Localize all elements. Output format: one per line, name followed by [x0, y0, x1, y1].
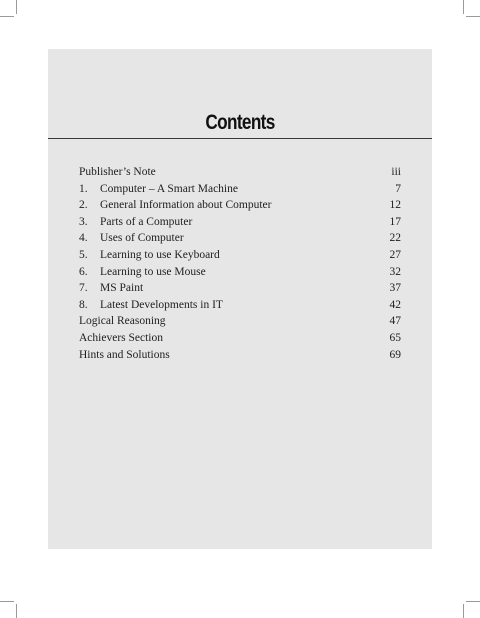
toc-entry-title: Publisher’s Note [79, 166, 156, 178]
toc-entry-label-wrap [79, 232, 184, 244]
toc-entry-chapter-8[interactable] [79, 299, 401, 316]
toc-entry-page: iii [391, 166, 401, 178]
toc-entry-title: Learning to use Mouse [100, 265, 206, 278]
table-of-contents [79, 166, 401, 365]
toc-entry-title: Uses of Computer [100, 232, 184, 245]
crop-mark-top-right [463, 0, 464, 14]
toc-entry-label-wrap [79, 166, 156, 178]
crop-mark-top-left-h [0, 16, 14, 17]
toc-entry-label-wrap [79, 183, 238, 195]
crop-mark-top-right-h [466, 16, 480, 17]
toc-entry-achievers-section[interactable] [79, 332, 401, 349]
toc-entry-hints-and-solutions[interactable] [79, 349, 401, 366]
toc-entry-page: 37 [389, 282, 401, 295]
toc-entry-publishers-note[interactable] [79, 166, 401, 183]
toc-entry-label-wrap [79, 249, 220, 261]
toc-entry-label-wrap [79, 349, 170, 361]
toc-entry-chapter-6[interactable] [79, 266, 401, 283]
toc-entry-page: 32 [389, 265, 401, 278]
crop-mark-bottom-right [463, 604, 464, 618]
toc-entry-title: Hints and Solutions [79, 348, 170, 361]
toc-entry-number: 5. [79, 248, 88, 261]
toc-entry-label-wrap [79, 199, 272, 211]
toc-entry-page: 27 [389, 248, 401, 261]
toc-entry-chapter-5[interactable] [79, 249, 401, 266]
toc-entry-title: Logical Reasoning [79, 315, 166, 328]
toc-entry-title: Parts of a Computer [100, 215, 193, 228]
toc-entry-number: 3. [79, 215, 88, 228]
crop-mark-bottom-right-h [466, 601, 480, 602]
toc-entry-logical-reasoning[interactable] [79, 315, 401, 332]
toc-entry-page: 7 [395, 182, 401, 195]
toc-entry-page: 69 [389, 348, 401, 361]
toc-entry-number: 1. [79, 182, 88, 195]
toc-entry-title: Achievers Section [79, 331, 163, 344]
toc-entry-title: General Information about Computer [100, 199, 272, 212]
toc-entry-page: 42 [389, 298, 401, 311]
toc-entry-page: 12 [389, 199, 401, 212]
toc-entry-chapter-7[interactable] [79, 282, 401, 299]
toc-entry-chapter-1[interactable] [79, 183, 401, 200]
toc-entry-number: 2. [79, 199, 88, 212]
toc-entry-label-wrap [79, 315, 166, 327]
toc-entry-title: Computer – A Smart Machine [100, 182, 238, 195]
toc-entry-number: 7. [79, 282, 88, 295]
toc-entry-chapter-4[interactable] [79, 232, 401, 249]
crop-mark-bottom-left-h [0, 601, 14, 602]
toc-entry-chapter-3[interactable] [79, 216, 401, 233]
crop-mark-top-left [16, 0, 17, 14]
toc-entry-title: Latest Developments in IT [100, 298, 223, 311]
toc-entry-page: 17 [389, 215, 401, 228]
toc-entry-number: 4. [79, 232, 88, 245]
toc-entry-title: Learning to use Keyboard [100, 248, 220, 261]
crop-mark-bottom-left [16, 604, 17, 618]
toc-entry-page: 65 [389, 331, 401, 344]
toc-entry-number: 6. [79, 265, 88, 278]
toc-entry-label-wrap [79, 299, 223, 311]
toc-entry-label-wrap [79, 282, 143, 294]
toc-entry-page: 22 [389, 232, 401, 245]
toc-entry-chapter-2[interactable] [79, 199, 401, 216]
title-divider [48, 138, 432, 139]
page-title: Contents [205, 111, 275, 134]
toc-entry-page: 47 [389, 315, 401, 328]
toc-entry-label-wrap [79, 216, 192, 228]
toc-entry-title: MS Paint [100, 282, 144, 295]
toc-entry-number: 8. [79, 298, 88, 311]
toc-entry-label-wrap [79, 332, 163, 344]
contents-page [48, 49, 432, 549]
toc-entry-label-wrap [79, 266, 206, 278]
